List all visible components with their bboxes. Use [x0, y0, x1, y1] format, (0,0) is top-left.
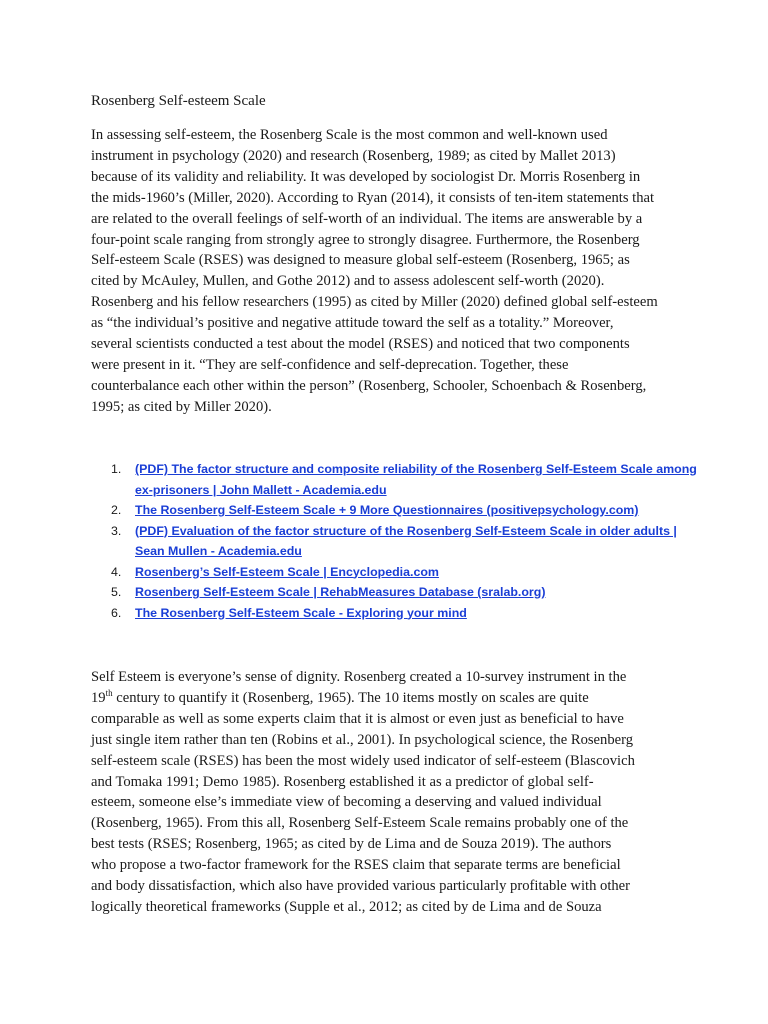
- paragraph-line: who propose a two-factor framework for the RSES claim that separate terms are beneficial: [91, 857, 621, 874]
- paragraph-line: are related to the overall feelings of self-worth of an individual. The items are answerable by a: [91, 210, 643, 227]
- paragraph-line: Self Esteem is everyone’s sense of dignity. Rosenberg created a 10-survey instrument in the: [91, 669, 627, 685]
- paragraph-line: 1995; as cited by Miller 2020).: [91, 398, 272, 415]
- reference-number: 4.: [111, 564, 122, 579]
- paragraph-line: just single item rather than ten (Robins et al., 2001). In psychological science, the Rosenberg: [91, 731, 633, 748]
- paragraph-self-esteem: [91, 667, 635, 918]
- reference-number: 2.: [111, 503, 122, 517]
- reference-link-mallett[interactable]: [135, 459, 697, 500]
- paragraph-line: several scientists conducted a test about the model (RSES) and noticed that two components: [91, 336, 630, 353]
- century-number: 19: [91, 689, 106, 706]
- paragraph-line: [91, 688, 635, 709]
- reference-link-rehabmeasures[interactable]: [135, 582, 697, 603]
- paragraph-line-text: century to quantify it (Rosenberg, 1965). The 10 items mostly on scales are quite: [112, 689, 589, 706]
- reference-number: 5.: [111, 585, 122, 599]
- reference-link-line: ex-prisoners | John Mallett - Academia.edu: [135, 482, 387, 497]
- paragraph-line: logically theoretical frameworks (Supple et al., 2012; as cited by de Lima and de Souza: [91, 898, 602, 915]
- reference-number: 1.: [111, 462, 122, 476]
- reference-link-exploring-your-mind[interactable]: [135, 603, 697, 624]
- reference-link-line: The Rosenberg Self-Esteem Scale - Exploring your mind: [135, 605, 467, 620]
- reference-item: [0, 603, 697, 624]
- paragraph-line: Self-esteem Scale (RSES) was designed to measure global self-esteem (Rosenberg, 1965; as: [91, 252, 630, 269]
- reference-link-line: Sean Mullen - Academia.edu: [135, 544, 302, 558]
- reference-link-line: Rosenberg’s Self-Esteem Scale | Encyclopedia.com: [135, 564, 439, 579]
- paragraph-line: In assessing self-esteem, the Rosenberg Scale is the most common and well-known used: [91, 127, 608, 143]
- paragraph-line: were present in it. “They are self-confidence and self-deprecation. Together, these: [91, 356, 569, 373]
- reference-link-line: Rosenberg Self-Esteem Scale | RehabMeasures Database (sralab.org): [135, 585, 546, 599]
- paragraph-line: because of its validity and reliability. It was developed by sociologist Dr. Morris Rosenberg in: [91, 168, 641, 185]
- reference-link-encyclopedia[interactable]: [135, 562, 697, 583]
- reference-number: 6.: [111, 605, 122, 620]
- paragraph-line: Rosenberg and his fellow researchers (1995) as cited by Miller (2020) defined global self-esteem: [91, 294, 658, 311]
- paragraph-line: comparable as well as some experts claim that it is almost or even just as beneficial to have: [91, 710, 624, 727]
- paragraph-line: instrument in psychology (2020) and research (Rosenberg, 1989; as cited by Mallet 2013): [91, 147, 616, 164]
- paragraph-line: four-point scale ranging from strongly agree to strongly disagree. Furthermore, the Rosenberg: [91, 231, 640, 248]
- paragraph-line: self-esteem scale (RSES) has been the most widely used indicator of self-esteem (Blascovich: [91, 752, 635, 769]
- reference-list: [0, 459, 697, 623]
- paragraph-line: as “the individual’s positive and negative attitude toward the self as a totality.” Moreover,: [91, 315, 614, 332]
- reference-item: [0, 459, 697, 500]
- paragraph-intro: [91, 125, 658, 418]
- paragraph-line: and body dissatisfaction, which also have provided various particularly profitable with other: [91, 878, 631, 895]
- document-title: Rosenberg Self-esteem Scale: [91, 93, 266, 109]
- reference-link-line: (PDF) The factor structure and composite reliability of the Rosenberg Self-Esteem Scale among: [135, 462, 697, 476]
- reference-link-line: (PDF) Evaluation of the factor structure of the Rosenberg Self-Esteem Scale in older adults |: [135, 523, 677, 538]
- reference-item: [0, 521, 697, 562]
- paragraph-line: cited by McAuley, Mullen, and Gothe 2012) and to assess adolescent self-worth (2020).: [91, 273, 605, 290]
- paragraph-line: counterbalance each other within the person” (Rosenberg, Schooler, Schoenbach & Rosenberg,: [91, 377, 647, 394]
- reference-link-line: The Rosenberg Self-Esteem Scale + 9 More Questionnaires (positivepsychology.com): [135, 503, 639, 517]
- reference-number: 3.: [111, 523, 122, 538]
- paragraph-line: and Tomaka 1991; Demo 1985). Rosenberg established it as a predictor of global self-: [91, 773, 594, 790]
- reference-item: [0, 500, 697, 521]
- ordinal-superscript: th: [105, 687, 113, 698]
- reference-item: [0, 562, 697, 583]
- paragraph-line: the mids-1960’s (Miller, 2020). According to Ryan (2014), it consists of ten-item statements that: [91, 189, 655, 206]
- paragraph-line: esteem, someone else’s immediate view of becoming a deserving and valued individual: [91, 794, 602, 811]
- paragraph-line: (Rosenberg, 1965). From this all, Rosenberg Self-Esteem Scale remains probably one of the: [91, 815, 629, 832]
- reference-link-positivepsychology[interactable]: [135, 500, 697, 521]
- paragraph-line: best tests (RSES; Rosenberg, 1965; as cited by de Lima and de Souza 2019). The authors: [91, 836, 612, 853]
- reference-link-mullen[interactable]: [135, 521, 697, 562]
- reference-item: [0, 582, 697, 603]
